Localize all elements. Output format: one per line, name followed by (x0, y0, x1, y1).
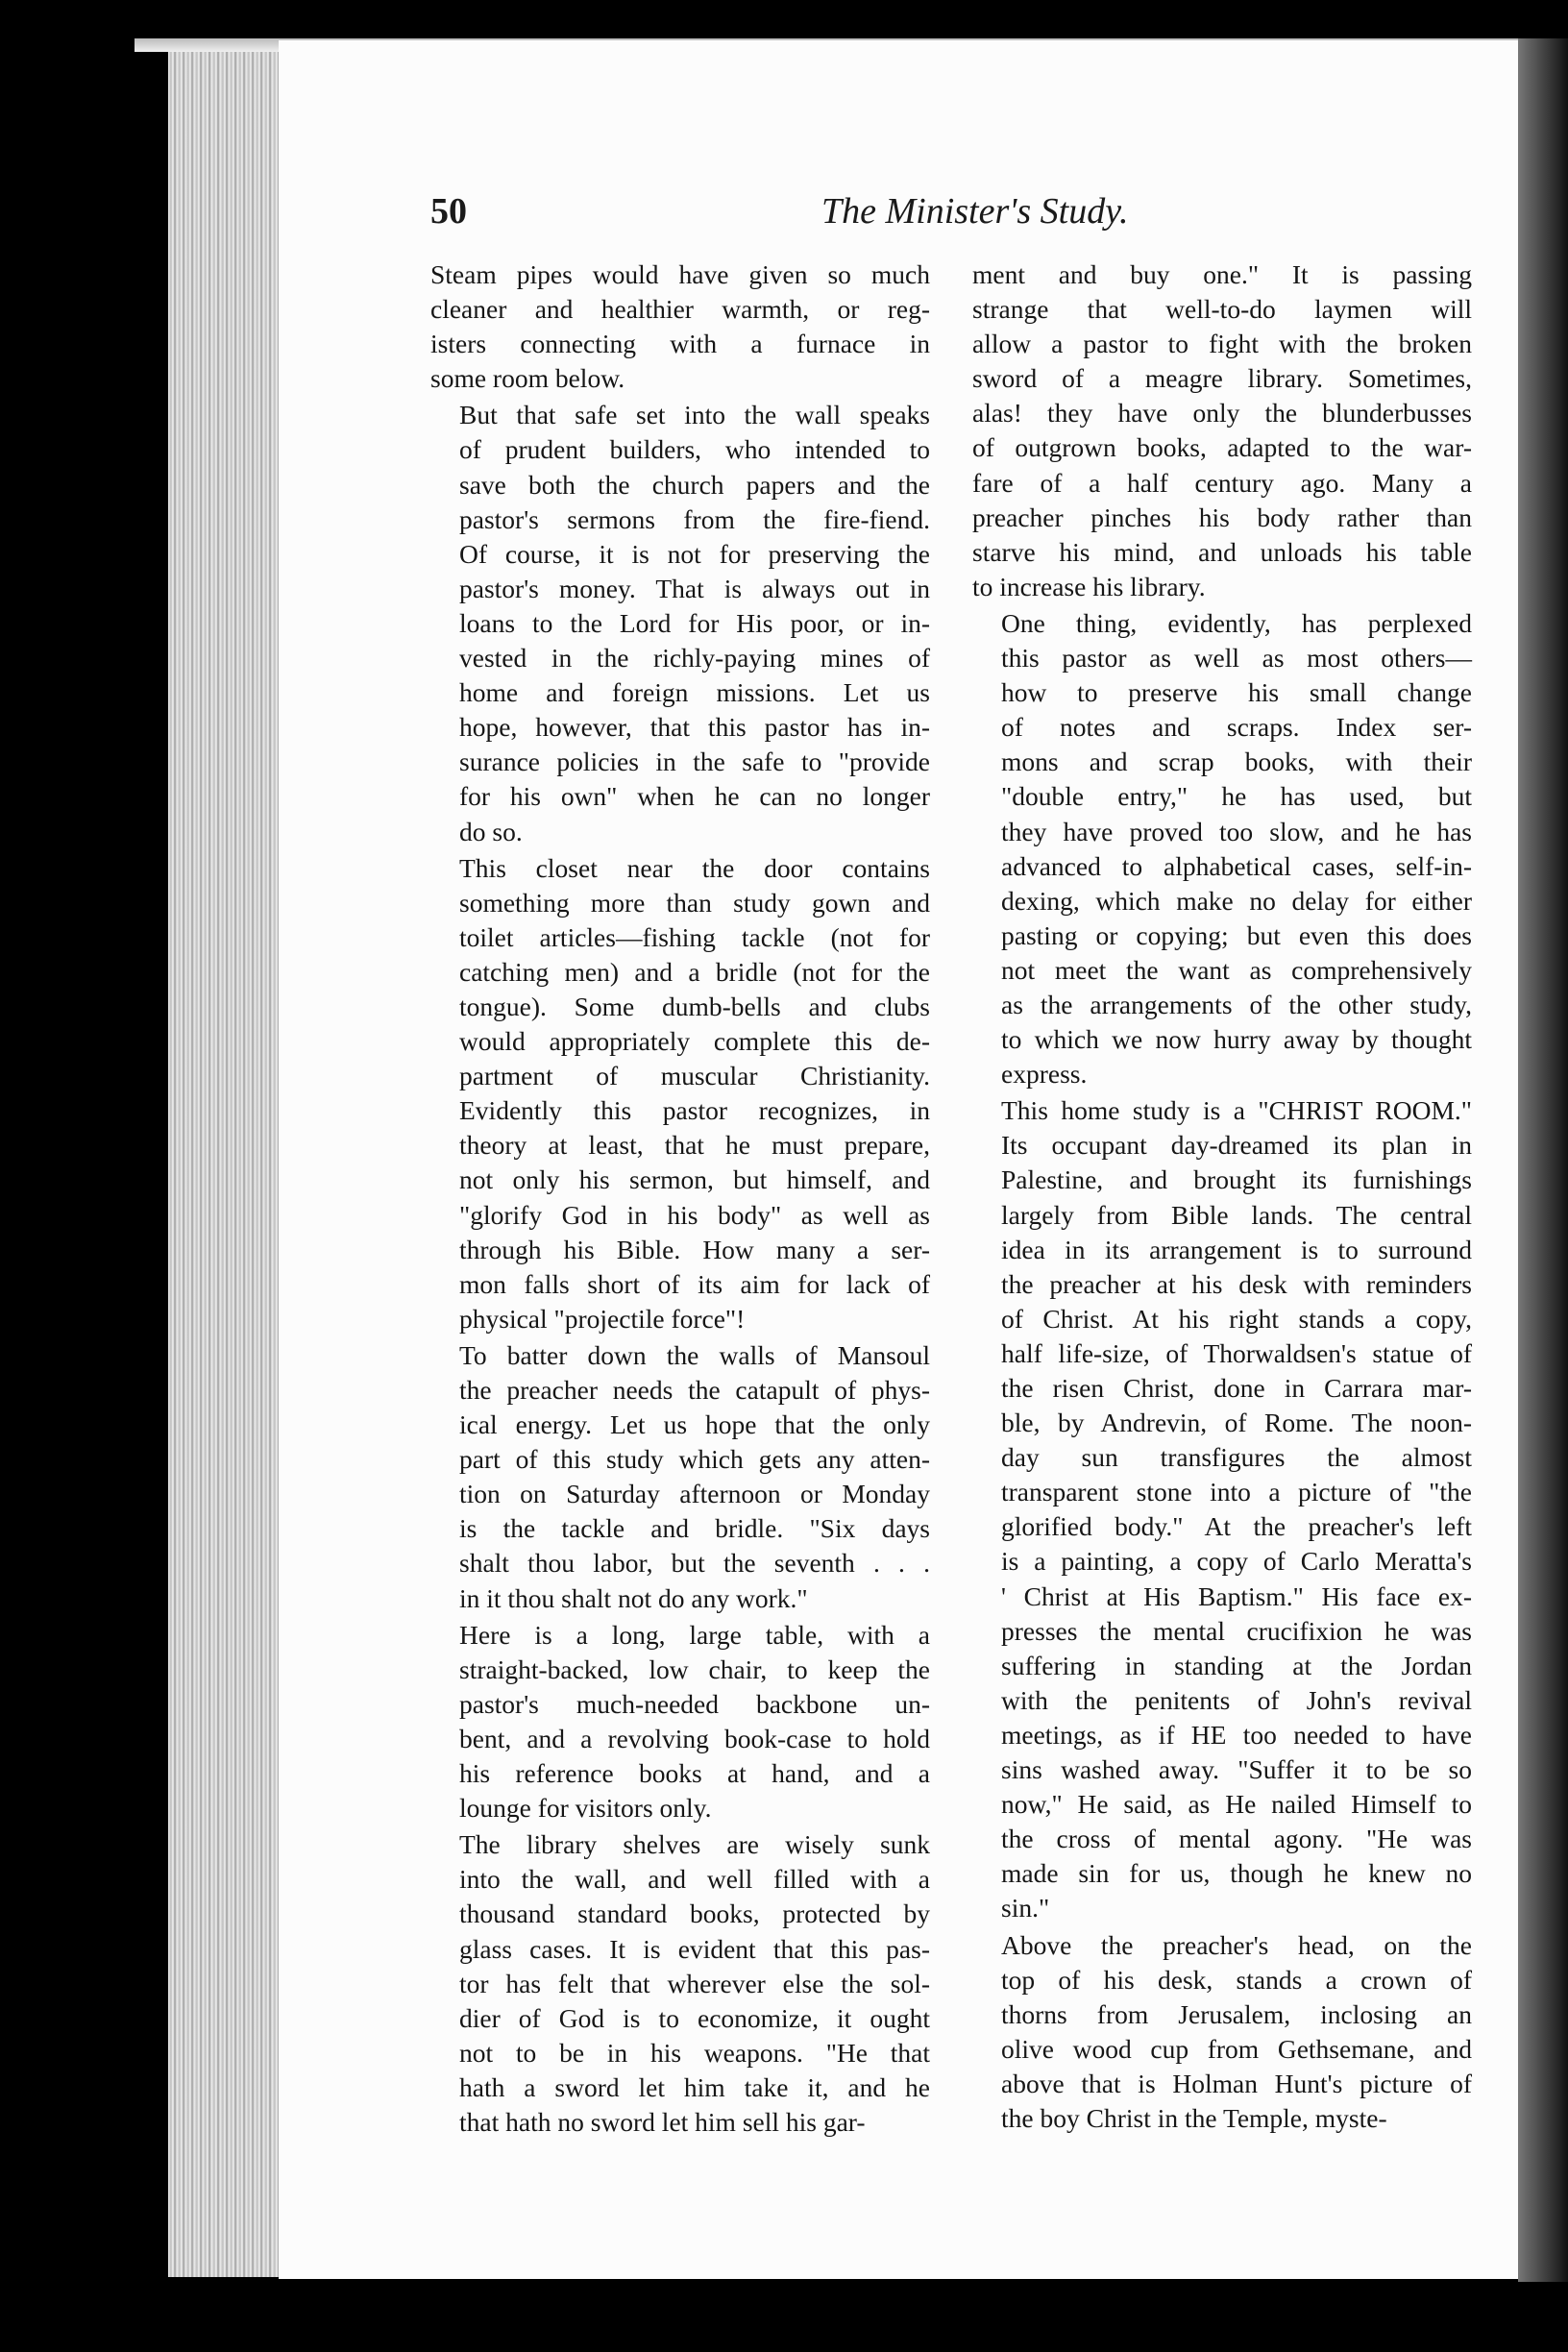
text-line: straight-backed, low chair, to keep the (459, 1654, 930, 1684)
text-line: bent, and a revolving book-case to hold (459, 1723, 930, 1753)
text-line: that hath no sword let him sell his gar- (459, 2106, 866, 2137)
text-line: in it thou shalt not do any work." (459, 1582, 808, 1613)
text-line: ' Christ at His Baptism." His face ex- (1001, 1580, 1472, 1611)
text-line: glorified body." At the preacher's left (1001, 1511, 1472, 1542)
text-line: presses the mental crucifixion he was (1001, 1615, 1472, 1646)
text-line: This home study is a "CHRIST ROOM." (1001, 1095, 1472, 1126)
text-line: suffering in standing at the Jordan (1001, 1650, 1472, 1680)
text-line: top of his desk, stands a crown of (1001, 1964, 1472, 1995)
paragraph (430, 1618, 930, 1826)
text-line: starve his mind, and unloads his table (972, 536, 1472, 567)
text-line: to increase his library. (972, 571, 1206, 601)
text-line: physical "projectile force"! (459, 1303, 746, 1334)
text-line: tion on Saturday afternoon or Monday (459, 1479, 930, 1509)
text-line: part of this study which gets any atten- (459, 1444, 930, 1475)
text-line: the cross of mental agony. "He was (1001, 1824, 1472, 1854)
text-line: home and foreign missions. Let us (459, 677, 930, 708)
page-shadow-right (1518, 38, 1568, 2282)
text-line: above that is Holman Hunt's picture of (1001, 2068, 1472, 2098)
text-line: his reference books at hand, and a (459, 1758, 930, 1789)
text-line: thorns from Jerusalem, inclosing an (1001, 1998, 1472, 2029)
text-line: partment of muscular Christianity. (459, 1061, 930, 1091)
text-line: strange that well-to-do laymen will (972, 294, 1472, 325)
text-line: toilet articles—fishing tackle (not for (459, 921, 930, 952)
paragraph (430, 398, 930, 848)
text-line: not to be in his weapons. "He that (459, 2037, 930, 2068)
text-line: now," He said, as He nailed Himself to (1001, 1789, 1472, 1820)
text-line: hope, however, that this pastor has in- (459, 712, 930, 743)
text-line: pasting or copying; but even this does (1001, 919, 1472, 950)
right-text-column (972, 257, 1472, 2136)
text-line: ble, by Andrevin, of Rome. The noon- (1001, 1408, 1472, 1438)
paragraph (972, 1093, 1472, 1925)
text-line: hath a sword let him take it, and he (459, 2071, 930, 2102)
text-line: tongue). Some dumb-bells and clubs (459, 991, 930, 1021)
text-line: pastor's sermons from the fire-fiend. (459, 503, 930, 534)
text-line: tor has felt that wherever else the sol- (459, 1968, 930, 1998)
text-line: save both the church papers and the (459, 469, 930, 500)
text-line: as the arrangements of the other study, (1001, 989, 1472, 1019)
text-line: sins washed away. "Suffer it to be so (1001, 1754, 1472, 1785)
paragraph (430, 1338, 930, 1616)
text-line: dexing, which make no delay for either (1001, 885, 1472, 916)
text-line: glass cases. It is evident that this pas- (459, 1933, 930, 1964)
text-line: the preacher needs the catapult of phys- (459, 1375, 930, 1405)
text-line: Steam pipes would have given so much (430, 259, 930, 289)
text-line: express. (1001, 1059, 1088, 1090)
text-line: something more than study gown and (459, 887, 930, 918)
paragraph (430, 257, 930, 396)
text-line: vested in the richly-paying mines of (459, 643, 930, 674)
text-line: of Christ. At his right stands a copy, (1001, 1303, 1472, 1334)
text-line: preacher pinches his body rather than (972, 502, 1472, 532)
text-line: catching men) and a bridle (not for the (459, 956, 930, 987)
text-line: they have proved too slow, and he has (1001, 816, 1472, 846)
text-line: with the penitents of John's revival (1001, 1684, 1472, 1715)
text-line: thousand standard books, protected by (459, 1899, 930, 1929)
text-line: largely from Bible lands. The central (1001, 1199, 1472, 1230)
text-line: The library shelves are wisely sunk (459, 1829, 930, 1860)
text-line: idea in its arrangement is to surround (1001, 1234, 1472, 1264)
text-line: half life-size, of Thorwaldsen's statue of (1001, 1337, 1472, 1368)
text-line: of outgrown books, adapted to the war- (972, 432, 1472, 463)
text-line: the preacher at his desk with reminders (1001, 1268, 1472, 1299)
text-line: advanced to alphabetical cases, self-in- (1001, 850, 1472, 881)
text-line: Palestine, and brought its furnishings (1001, 1164, 1472, 1195)
paragraph (972, 606, 1472, 1091)
text-line: this pastor as well as most others— (1001, 643, 1472, 674)
text-line: is the tackle and bridle. "Six days (459, 1513, 930, 1544)
text-line: Evidently this pastor recognizes, in (459, 1095, 930, 1126)
text-line: made sin for us, though he knew no (1001, 1858, 1472, 1889)
text-line: "double entry," he has used, but (1001, 781, 1472, 812)
text-line: not only his sermon, but himself, and (459, 1164, 930, 1195)
text-line: to which we now hurry away by thought (1001, 1024, 1472, 1055)
text-line: lounge for visitors only. (459, 1793, 712, 1824)
text-line: surance policies in the safe to "provide (459, 747, 930, 777)
text-line: is a painting, a copy of Carlo Meratta's (1001, 1546, 1472, 1577)
text-line: shalt thou labor, but the seventh . . . (459, 1548, 930, 1579)
text-line: sword of a meagre library. Sometimes, (972, 363, 1472, 394)
text-line: isters connecting with a furnace in (430, 329, 930, 359)
text-line: pastor's much-needed backbone un- (459, 1688, 930, 1719)
text-line: loans to the Lord for His poor, or in- (459, 607, 930, 638)
text-line: olive wood cup from Gethsemane, and (1001, 2033, 1472, 2064)
text-line: theory at least, that he must prepare, (459, 1130, 930, 1161)
left-text-column (430, 257, 930, 2140)
text-line: the boy Christ in the Temple, myste- (1001, 2102, 1387, 2133)
text-line: of prudent builders, who intended to (459, 434, 930, 465)
text-line: fare of a half century ago. Many a (972, 467, 1472, 498)
text-line: dier of God is to economize, it ought (459, 2002, 930, 2033)
paragraph (972, 1928, 1472, 2137)
text-line: mon falls short of its aim for lack of (459, 1268, 930, 1299)
text-line: One thing, evidently, has perplexed (1001, 607, 1472, 638)
text-line: meetings, as if HE too needed to have (1001, 1719, 1472, 1750)
text-line: for his own" when he can no longer (459, 781, 930, 812)
text-line: Its occupant day-dreamed its plan in (1001, 1130, 1472, 1161)
paragraph (972, 257, 1472, 604)
text-line: This closet near the door contains (459, 852, 930, 883)
text-line: Of course, it is not for preserving the (459, 538, 930, 569)
text-line: day sun transfigures the almost (1001, 1442, 1472, 1473)
text-line: To batter down the walls of Mansoul (459, 1339, 930, 1370)
text-line: the risen Christ, done in Carrara mar- (1001, 1373, 1472, 1403)
text-line: mons and scrap books, with their (1001, 747, 1472, 777)
text-line: do so. (459, 816, 523, 846)
text-line: "glorify God in his body" as well as (459, 1199, 930, 1230)
text-line: cleaner and healthier warmth, or reg- (430, 294, 930, 325)
text-line: transparent stone into a picture of "the (1001, 1477, 1472, 1507)
text-line: into the wall, and well filled with a (459, 1864, 930, 1895)
page-number: 50 (430, 191, 467, 232)
text-line: ment and buy one." It is passing (972, 259, 1472, 289)
text-line: some room below. (430, 363, 625, 394)
text-line: sin." (1001, 1893, 1050, 1923)
text-line: Here is a long, large table, with a (459, 1619, 930, 1650)
text-line: how to preserve his small change (1001, 677, 1472, 708)
text-line: pastor's money. That is always out in (459, 573, 930, 603)
text-line: Above the preacher's head, on the (1001, 1929, 1472, 1960)
page-edges-left (168, 43, 293, 2277)
text-line: allow a pastor to fight with the broken (972, 329, 1472, 359)
text-line: ical energy. Let us hope that the only (459, 1409, 930, 1440)
running-title: The Minister's Study. (821, 191, 1129, 232)
text-line: alas! they have only the blunderbusses (972, 398, 1472, 429)
paragraph (430, 1827, 930, 2140)
text-line: not meet the want as comprehensively (1001, 954, 1472, 985)
text-line: But that safe set into the wall speaks (459, 400, 930, 430)
text-line: through his Bible. How many a ser- (459, 1234, 930, 1264)
text-line: of notes and scraps. Index ser- (1001, 712, 1472, 743)
text-line: would appropriately complete this de- (459, 1026, 930, 1057)
paragraph (430, 851, 930, 1336)
